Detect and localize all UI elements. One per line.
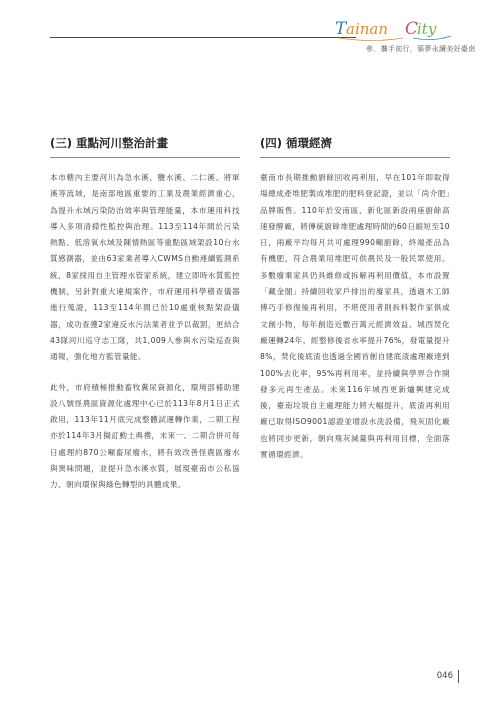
left-column xyxy=(50,136,240,494)
body-paragraph: 此外，市府積極推動畜牧糞尿資源化，環境部補助建設八號怪農區資源化處理中心已於113年8月1日正式啟用，113年11月底完成整體試運轉作業，二期工程亦於114年3月擬訂動土典禮，未來一、二期合併可每日處理約870公噸畜尿廢水，將有效改善怪農區廢水與異味問題，並提升急水溪水質，展現臺南市公私協力、朝向環保與綠色轉型的具體成果。 xyxy=(50,382,240,490)
body-paragraph: 本市轄內主要河川為急水溪、鹽水溪、二仁溪、將軍溪等流域，是南部地區重要的工業及農業經濟重心，為提升水域污染防治效率與管理能量，本市運用科技導入多項清掃性監控與治理。113至114年間於污染熱點、低溶氧水域及陳情熱區等重點區域架設10台水質感測器，並由63家業者導入CWMS自動連續監測系統，8家採用自主管理水管家系統，建立即時水質監控機制，另針對重大違規案件，市府運用科學稽查儀器進行蒐證，113至114年間已於10處重核點架設儀器，成功查獲2家違反水污法業者並予以裁罰，更結合43隊河川巡守志工隊，共1,009人參與水污染巡查與通報，強化地方監管量能。 xyxy=(50,173,240,362)
header-rule xyxy=(50,37,356,38)
right-column xyxy=(260,136,450,463)
section-heading-circular-economy: (四) 循環經濟 xyxy=(260,136,333,150)
svg-text:C: C xyxy=(405,19,419,39)
body-paragraph: 臺南市長期推動廚餘回收再利用，早在101年即取得場總成產堆肥製成堆肥的肥料登記證，並以「尚介肥」品牌販售。110年於安南區、新化區新設兩座廚餘高速發酵廠，將傳統廚餘堆肥處理時間的60日縮短至10日，兩廠平均每月共可處理990噸廚餘，終端產品為有機肥，符合農業用堆肥可供農民及一般民眾使用。多數廢棄家具仍具維修或拆解再利用價值，本市設置「藏金閣」持續回收家戶排出的廢家具，透過木工師傅巧手修復後再利用，不堪使用者則拆料製作家俱或文創小物，每年創造近數百萬元經濟效益。城西焚化廠運轉24年，經整修後省水率提升76%，發電量提升8%，焚化後底渣也透過全國首創自建底渣處理廠達到100%去化率，95%再利用率，並持續與學界合作開發多元再生產品。未來116年城西更新爐興建完成後，臺南垃圾自主處理能力將大幅提升，底渣再利用廠已取得ISO9001認證並增設水洗設備，飛灰固化廠也將同步更新，朝向飛灰減量與再利用目標，全面落實循環經濟。 xyxy=(260,173,450,460)
page-number: 046 xyxy=(436,671,453,681)
heading-divider xyxy=(260,157,450,158)
page-number-bar xyxy=(458,670,460,683)
heading-divider xyxy=(50,157,240,158)
section-heading-river-remediation: (三) 重點河川整治計畫 xyxy=(50,136,169,150)
svg-text:T: T xyxy=(335,19,347,39)
header-slogan: 參．攜手前行，築夢永續美好臺南 xyxy=(366,45,476,53)
svg-text:ity: ity xyxy=(417,20,437,38)
tainan-city-logo xyxy=(333,14,463,44)
svg-text:ainan: ainan xyxy=(346,20,389,38)
